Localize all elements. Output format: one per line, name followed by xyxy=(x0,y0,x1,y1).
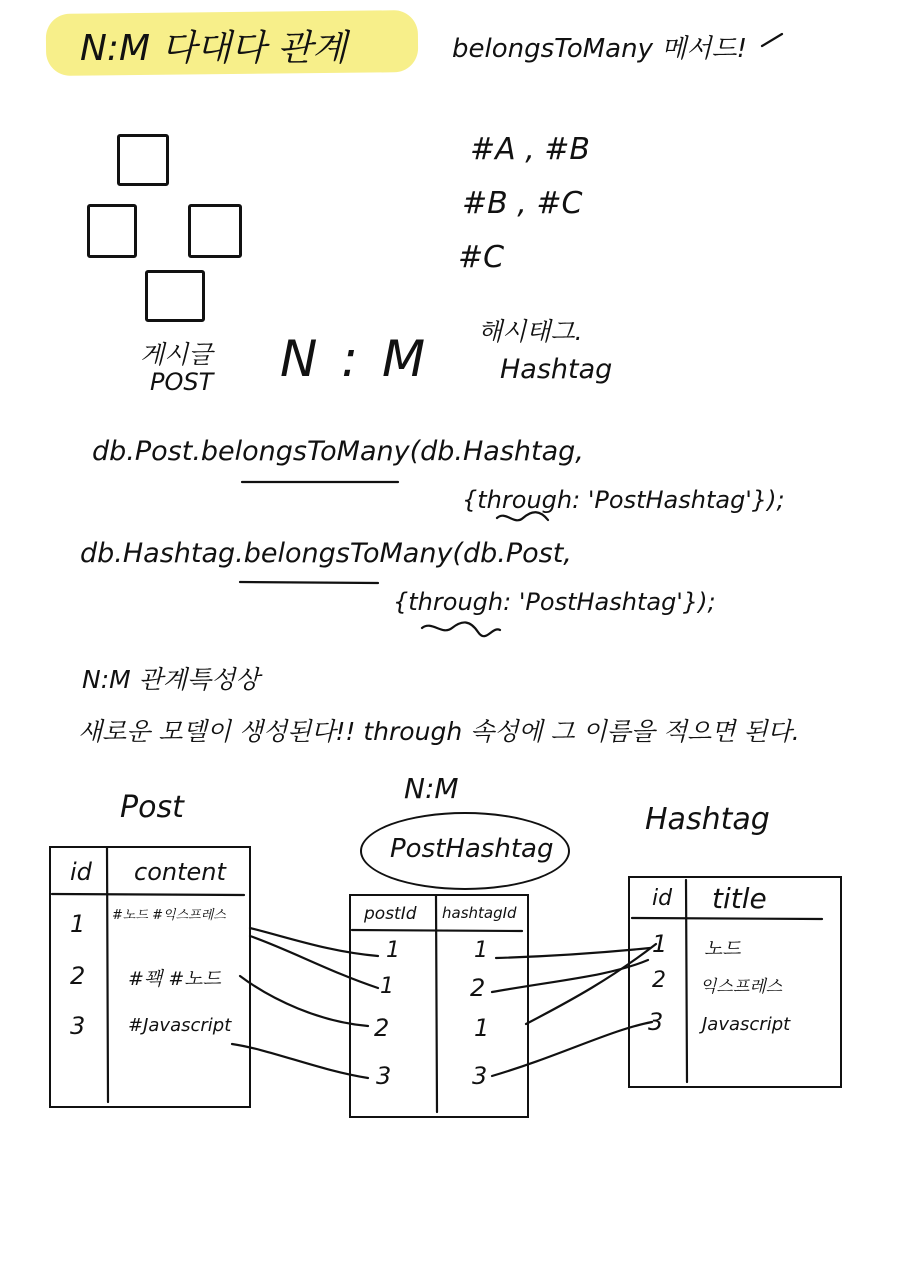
post-row-3-content: #Javascript xyxy=(128,1015,232,1036)
connector-tag2 xyxy=(492,960,648,992)
connector-post3 xyxy=(232,1044,368,1078)
join-row-3-hashtagid: 1 xyxy=(474,1014,490,1042)
join-relation-label: N:M xyxy=(404,772,459,805)
join-row-4-postid: 3 xyxy=(376,1062,392,1090)
relation-label: N : M xyxy=(280,330,430,388)
join-row-1-hashtagid: 1 xyxy=(474,938,488,963)
hashtag-col-header-id: id xyxy=(652,886,673,911)
join-table-name: PostHashtag xyxy=(390,834,554,864)
join-column-divider xyxy=(436,896,437,1112)
page-title: N:M 다대다 관계 xyxy=(80,28,347,69)
join-row-2-hashtagid: 2 xyxy=(470,974,486,1002)
hashtag-label-kr: 해시태그. xyxy=(478,317,583,346)
post-table-name: Post xyxy=(120,790,184,825)
underline-belongs-2 xyxy=(240,582,378,583)
hashtag-list-item: #A , #B xyxy=(470,132,590,167)
notes-heading: N:M 관계특성상 xyxy=(82,665,260,694)
code-line-4: {through: 'PostHashtag'}); xyxy=(393,588,716,616)
hashtag-header-divider xyxy=(632,918,822,919)
code-line-2: {through: 'PostHashtag'}); xyxy=(462,486,785,514)
post-row-2-content: #꽥 #노드 xyxy=(128,968,221,990)
join-col-header-hashtagid: hashtagId xyxy=(442,904,517,922)
connector-post1-b xyxy=(250,936,378,988)
hashtag-column-divider xyxy=(686,880,687,1082)
post-row-2-id: 2 xyxy=(70,962,86,990)
connector-post2 xyxy=(240,976,368,1026)
title-method: belongsToMany 메서드! xyxy=(452,34,748,64)
post-column-divider xyxy=(107,848,108,1102)
hashtag-table-name: Hashtag xyxy=(645,802,770,837)
squiggle-through-2 xyxy=(422,622,500,636)
hashtag-list-item: #C xyxy=(458,240,505,275)
post-row-1-id: 1 xyxy=(70,910,86,938)
post-col-header-content: content xyxy=(134,858,226,886)
connector-tag3 xyxy=(492,1022,652,1076)
post-row-3-id: 3 xyxy=(70,1012,86,1040)
post-row-1-content: #노드 #익스프레스 xyxy=(112,908,226,923)
hashtag-row-2-title: 익스프레스 xyxy=(700,977,783,997)
code-line-3: db.Hashtag.belongsToMany(db.Post, xyxy=(80,538,572,569)
post-label-kr: 게시글 xyxy=(140,340,213,369)
post-col-header-id: id xyxy=(70,858,92,886)
notes-body: 새로운 모델이 생성된다!! through 속성에 그 이름을 적으면 된다. xyxy=(78,717,800,746)
hashtag-row-3-title: Javascript xyxy=(702,1014,791,1035)
post-label-en: POST xyxy=(150,368,214,396)
hashtag-label-en: Hashtag xyxy=(500,354,613,385)
join-row-1-postid: 1 xyxy=(386,938,400,963)
hashtag-row-3-id: 3 xyxy=(648,1008,664,1036)
connector-tag1 xyxy=(496,948,650,958)
hashtag-row-1-id: 1 xyxy=(652,930,668,958)
join-row-3-postid: 2 xyxy=(374,1014,390,1042)
join-row-4-hashtagid: 3 xyxy=(472,1062,488,1090)
join-col-header-postid: postId xyxy=(364,904,417,924)
hashtag-list-item: #B , #C xyxy=(462,186,583,221)
squiggle-through-1 xyxy=(497,512,548,520)
post-header-divider xyxy=(52,894,244,895)
code-line-1: db.Post.belongsToMany(db.Hashtag, xyxy=(92,436,584,467)
hashtag-col-header-title: title xyxy=(712,882,767,915)
hashtag-row-2-id: 2 xyxy=(652,968,666,993)
join-row-2-postid: 1 xyxy=(380,974,394,999)
connector-post1-a xyxy=(250,928,378,956)
hashtag-row-1-title: 노드 xyxy=(704,938,741,960)
title-mark xyxy=(762,34,782,46)
